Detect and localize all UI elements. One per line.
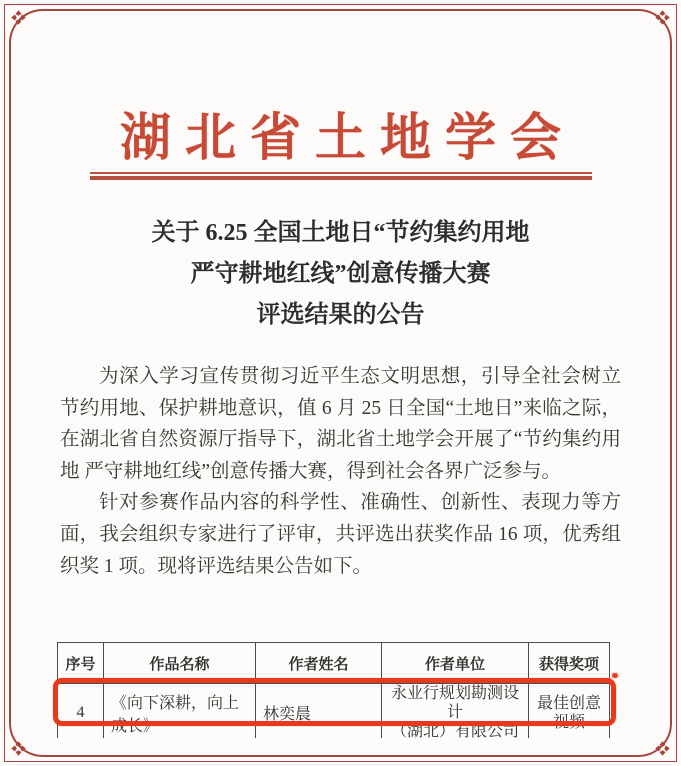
corner-ornament-icon	[11, 10, 26, 25]
corner-ornament-icon	[655, 10, 670, 25]
paragraph-intro: 为深入学习宣传贯彻习近平生态文明思想，引导全社会树立节约用地、保护耕地意识，值 6 月 25 日全国“土地日”来临之际，在湖北省自然资源厅指导下，湖北省土地学会开展了“节约集约用地 严守耕地红线”创意传播大赛，得到社会各界广泛参与。	[60, 366, 621, 482]
table-header-row	[58, 643, 610, 684]
cell-author-organization	[382, 684, 529, 739]
letterhead-divider-thick-line	[90, 176, 592, 180]
awards-table	[57, 642, 610, 738]
table-row	[58, 684, 610, 739]
red-mark-dot	[612, 673, 618, 678]
header-award: 获得奖项	[529, 643, 610, 684]
corner-ornament-icon	[655, 741, 670, 756]
paragraph-results: 针对参赛作品内容的科学性、准确性、创新性、表现力等方面，我会组织专家进行了评审，共评选出获奖作品 16 项，优秀组织奖 1 项。现将评选结果公告如下。	[60, 492, 621, 577]
award-line-2: 视频	[552, 713, 585, 731]
header-author-organization: 作者单位	[382, 643, 529, 684]
header-serial-number: 序号	[58, 643, 104, 684]
document-title-line-1: 关于 6.25 全国土地日“节约集约用地	[151, 220, 530, 246]
document-title-line-2: 严守耕地红线”创意传播大赛	[190, 261, 491, 287]
organization-title: 湖北省土地学会	[119, 111, 575, 167]
author-organization-line-2: （湖北）有限公司	[390, 723, 519, 738]
letterhead-divider	[90, 172, 592, 180]
document-title	[0, 213, 681, 336]
document-body	[60, 361, 621, 582]
cell-serial-number: 4	[58, 684, 104, 739]
header-author-name: 作者姓名	[256, 643, 382, 684]
cell-work-title: 《向下深耕，向上成长》	[104, 684, 256, 739]
award-line-1: 最佳创意	[536, 694, 601, 712]
cell-award	[529, 684, 610, 739]
awards-table-container	[57, 642, 610, 738]
letterhead-divider-thin-line	[90, 172, 592, 174]
document-title-line-3: 评选结果的公告	[256, 302, 425, 328]
corner-ornament-icon	[11, 741, 26, 756]
header-work-title: 作品名称	[104, 643, 256, 684]
cell-author-name: 林奕晨	[256, 684, 382, 739]
author-organization-line-1: 永业行规划勘测设计	[390, 685, 519, 721]
